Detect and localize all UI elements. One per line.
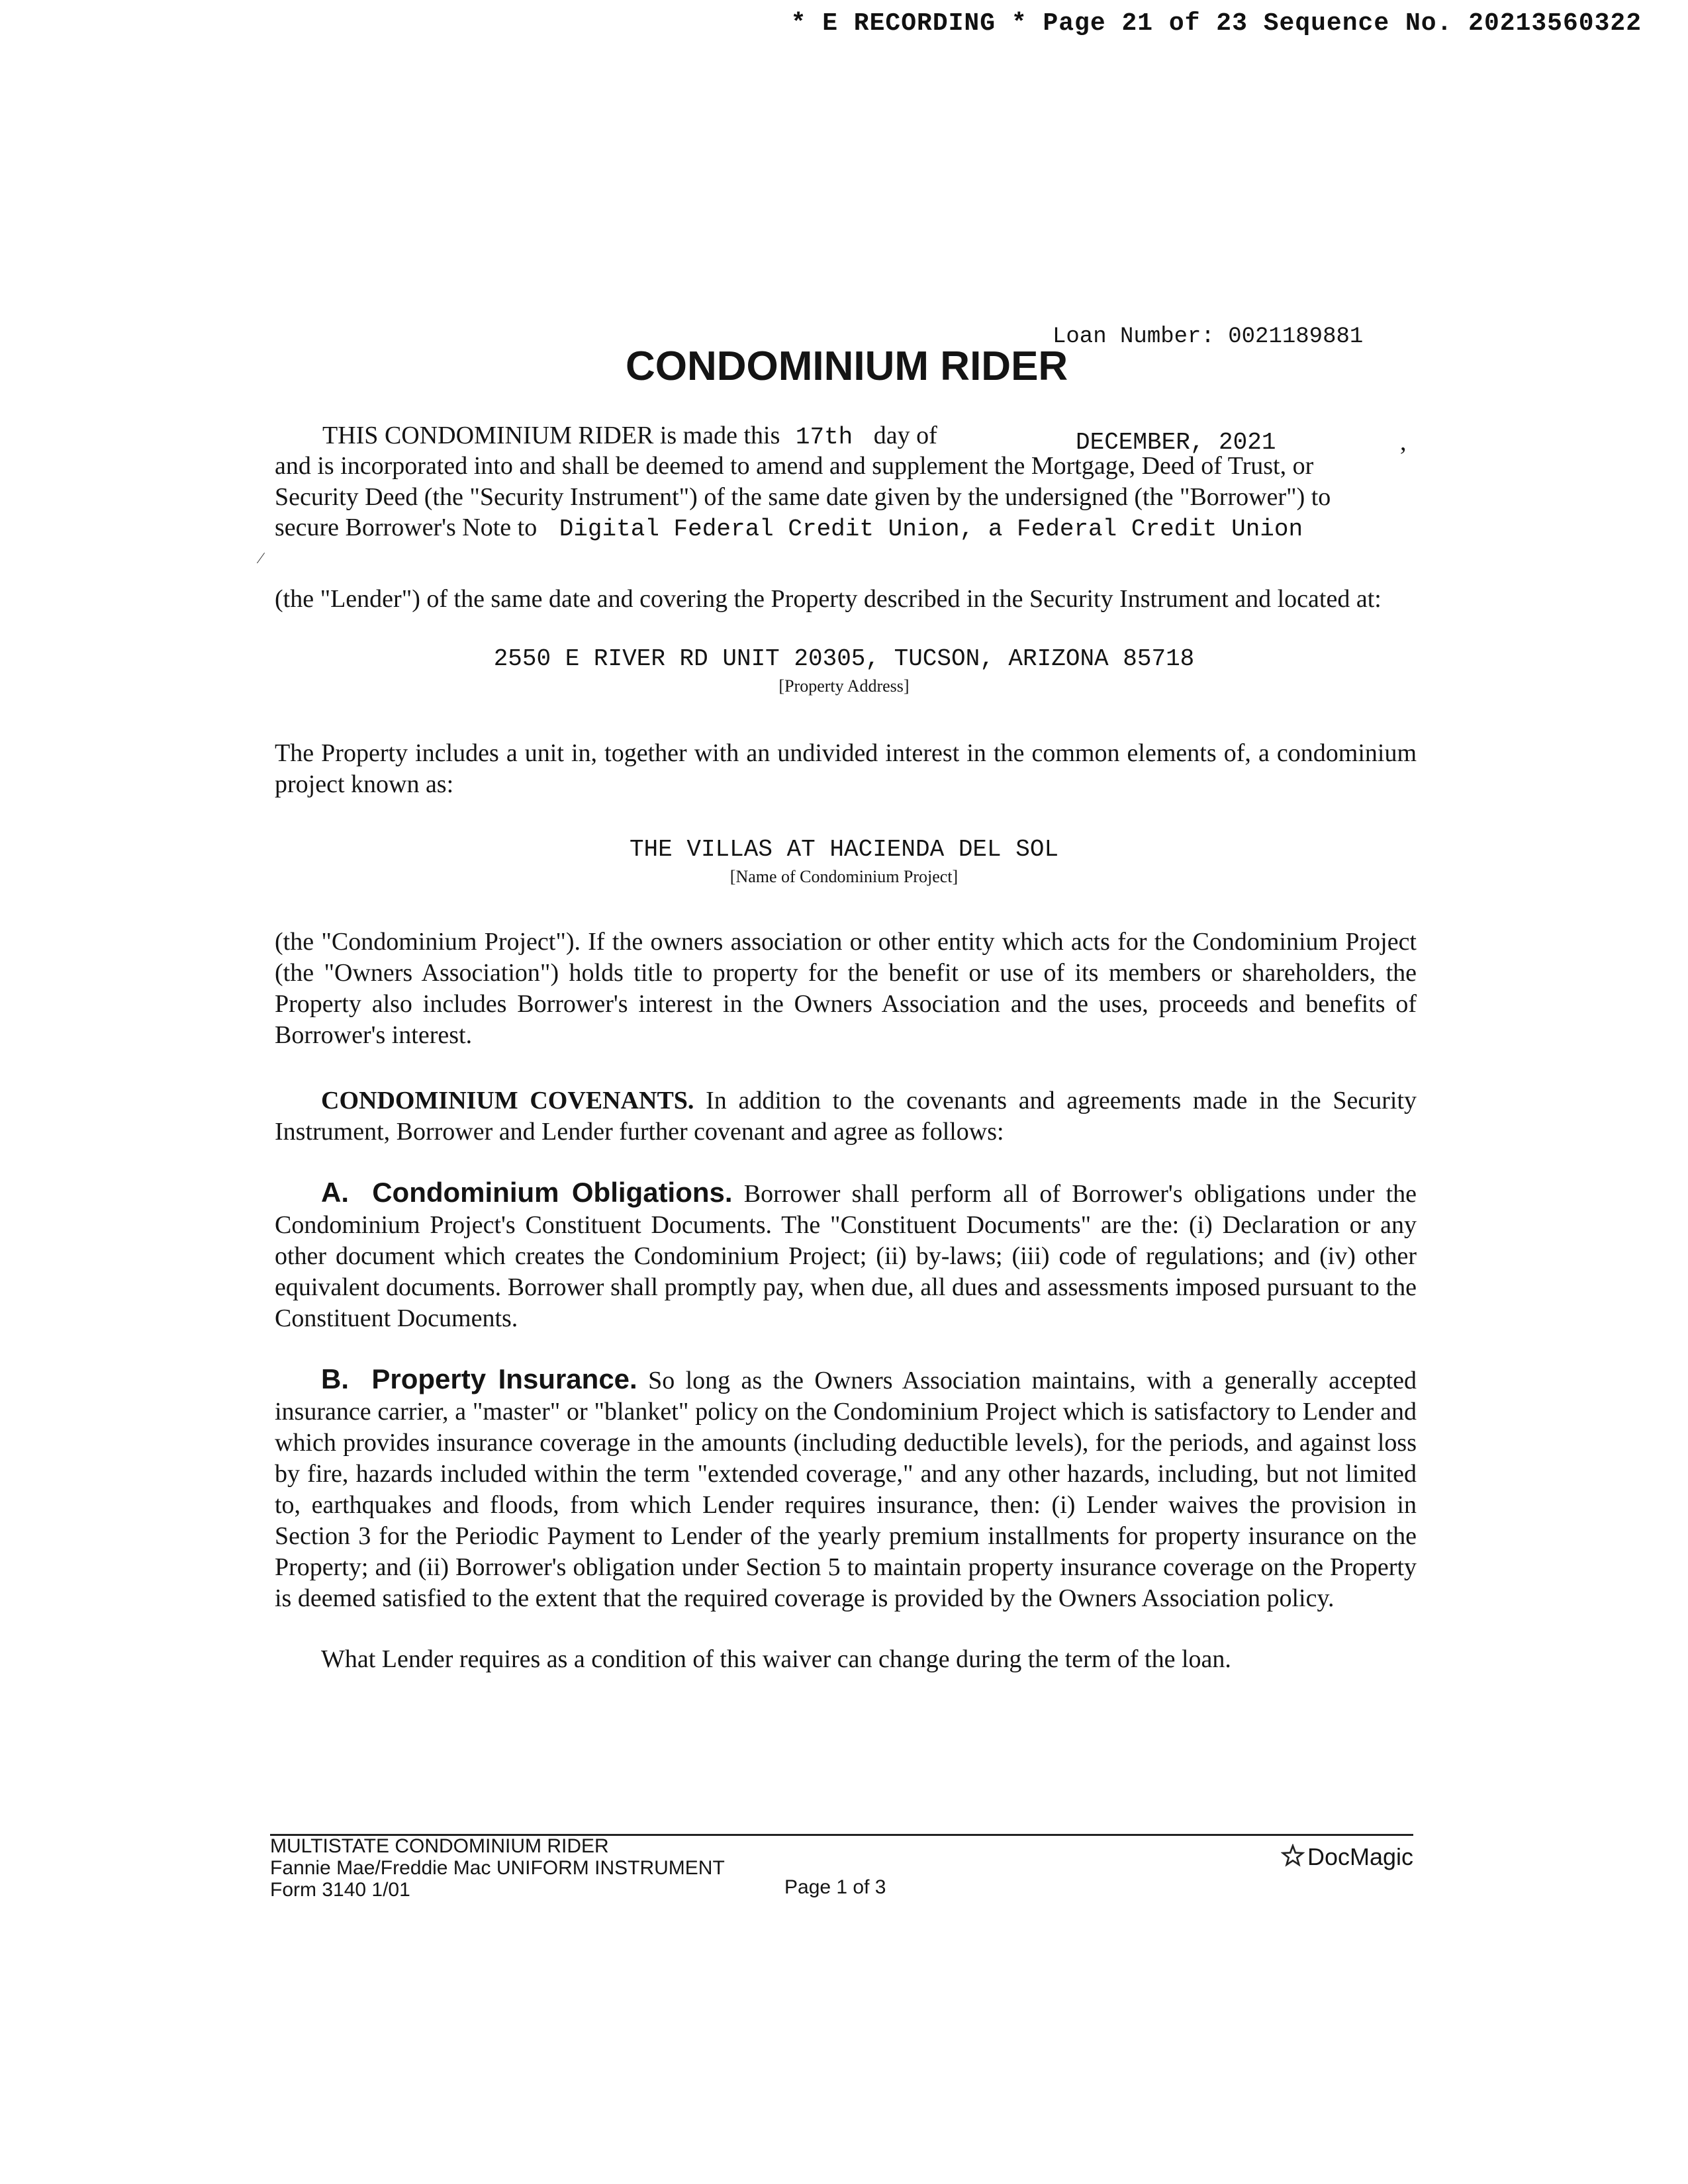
section-a bbox=[275, 1177, 1417, 1334]
project-name: THE VILLAS AT HACIENDA DEL SOL bbox=[629, 836, 1059, 863]
property-address-caption: [Property Address] bbox=[778, 676, 910, 696]
form-number: Form 3140 1/01 bbox=[270, 1879, 410, 1901]
form-identifier bbox=[270, 1835, 725, 1901]
recording-stamp: * E RECORDING * Page 21 of 23 Sequence No. 20213560322 bbox=[790, 9, 1642, 38]
covenants-paragraph bbox=[275, 1085, 1417, 1148]
section-b-followup: What Lender requires as a condition of this waiver can change during the term of the loan. bbox=[321, 1645, 1231, 1673]
form-instrument: Fannie Mae/Freddie Mac UNIFORM INSTRUMENT bbox=[270, 1857, 725, 1879]
section-a-title: Condominium Obligations. bbox=[372, 1177, 733, 1208]
intro-line-1 bbox=[322, 421, 937, 451]
section-b-title: Property Insurance. bbox=[371, 1363, 637, 1394]
intro-line-5: (the "Lender") of the same date and covering the Property described in the Security Instrument and located at: bbox=[275, 585, 1382, 613]
property-address-block bbox=[0, 645, 1688, 696]
project-name-caption: [Name of Condominium Project] bbox=[729, 867, 959, 886]
intro-line-4 bbox=[275, 513, 1303, 543]
intro-line-2: and is incorporated into and shall be deemed to amend and supplement the Mortgage, Deed of Trust, or bbox=[275, 452, 1314, 480]
star-icon bbox=[1281, 1844, 1305, 1868]
intro-text-a: THIS CONDOMINIUM RIDER is made this bbox=[322, 422, 780, 449]
section-b-text: So long as the Owners Association maintains, with a generally accepted insurance carrier, a "master" or "blanket" policy on the Condominium Project which is satisfactory to Lender and which provides insurance coverage in the amounts (including deductible levels), for the periods, and against loss by fire, hazards included within the term "extended coverage," and any other hazards, including, but not limited to, earthquakes and floods, from which Lender requires insurance, then: (i) Lender waives the provision in Section 3 for the Periodic Payment to Lender of the yearly premium installments for property insurance on the Property; and (ii) Borrower's obligation under Section 5 to maintain property insurance coverage on the Property is deemed satisfied to the extent that the required coverage is provided by the Owners Association policy. bbox=[275, 1367, 1417, 1612]
section-a-letter: A. bbox=[321, 1177, 349, 1208]
docmagic-brand bbox=[1281, 1843, 1413, 1871]
intro-line-3: Security Deed (the "Security Instrument") of the same date given by the undersigned (the "Borrower") to bbox=[275, 483, 1331, 511]
project-name-block bbox=[0, 836, 1688, 887]
form-name: MULTISTATE CONDOMINIUM RIDER bbox=[270, 1835, 609, 1857]
covenants-text: In addition to the covenants and agreements made in the Security Instrument, Borrower and Lender further covenant and agree as follows: bbox=[275, 1087, 1417, 1146]
intro-text-note: secure Borrower's Note to bbox=[275, 514, 538, 541]
intro-comma: , bbox=[1400, 428, 1407, 456]
section-b bbox=[275, 1363, 1417, 1614]
project-paragraph: (the "Condominium Project"). If the owners association or other entity which acts for the Condominium Project (the "Owners Association") holds title to property for the benefit or use of its members or shareholders, the Property also includes Borrower's interest in the Owners Association and the uses, proceeds and benefits of Borrower's interest. bbox=[275, 928, 1417, 1049]
month-year-value: DECEMBER, 2021 bbox=[1076, 429, 1276, 456]
covenants-heading: CONDOMINIUM COVENANTS. bbox=[321, 1087, 694, 1115]
section-b-letter: B. bbox=[321, 1363, 349, 1394]
stray-mark: ∕ bbox=[259, 550, 263, 567]
property-address: 2550 E RIVER RD UNIT 20305, TUCSON, ARIZONA 85718 bbox=[493, 645, 1195, 672]
page-number: Page 1 of 3 bbox=[784, 1876, 886, 1898]
project-intro: The Property includes a unit in, together with an undivided interest in the common elements of, a condominium project known as: bbox=[275, 739, 1417, 798]
section-a-text: Borrower shall perform all of Borrower's obligations under the Condominium Project's Constituent Documents. The "Constituent Documents" are the: (i) Declaration or any other document which creates the Condominium Project; (ii) by-laws; (iii) code of regulations; and (iv) other equivalent documents. Borrower shall promptly pay, when due, all dues and assessments imposed pursuant to the Constituent Documents. bbox=[275, 1180, 1417, 1332]
loan-number-value: 0021189881 bbox=[1228, 324, 1364, 349]
lender-name: Digital Federal Credit Union, a Federal Credit Union bbox=[559, 516, 1303, 543]
intro-text-b: day of bbox=[873, 422, 937, 449]
loan-number-label: Loan Number: bbox=[1053, 324, 1215, 349]
day-value: 17th bbox=[795, 424, 853, 451]
page-title: CONDOMINIUM RIDER bbox=[626, 343, 1068, 389]
brand-name: DocMagic bbox=[1307, 1843, 1414, 1870]
loan-number-line bbox=[1053, 324, 1363, 349]
